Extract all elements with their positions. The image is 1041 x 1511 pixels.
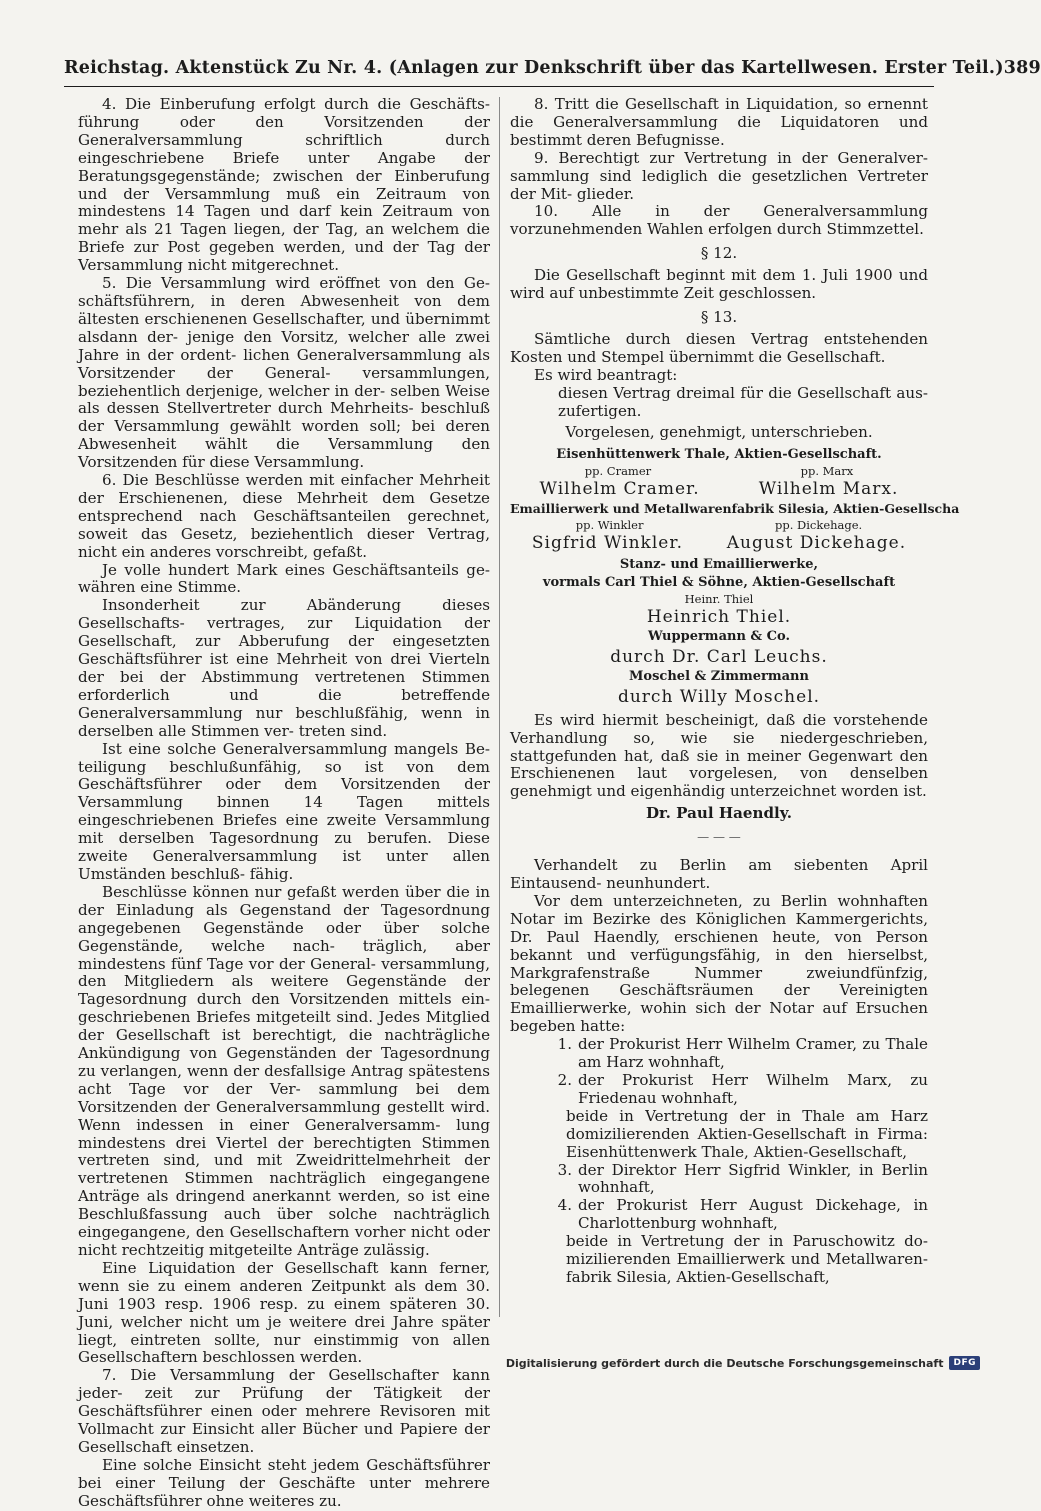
closing-formula: Vorgelesen, genehmigt, unterschrieben. [565, 423, 873, 442]
section-heading: § 13. [700, 307, 738, 326]
paragraph: 10. Alle in der Generalversammlung vorzunehmenden Wahlen erfolgen durch Stimmzettel. [510, 202, 928, 239]
page-number: 389 [1003, 58, 1041, 78]
signature-row [510, 532, 928, 554]
notary-signature: Dr. Paul Haendly. [645, 804, 793, 823]
paragraph: Sämtliche durch diesen Vertrag entstehenden Kosten und Stempel übernimmt die Gesellschaft. [510, 329, 928, 366]
paragraph: 7. Die Versammlung der Gesellschafter kann jeder- zeit zur Prüfung der Tätigkeit der Geschäftsführer einen oder mehrere Revisoren mit Vollmacht zur Einsicht aller Bücher und Papiere der Gesellschaft einsetzen. [78, 1366, 490, 1456]
signature: Heinrich Thiel. [646, 606, 792, 627]
firm-name: Stanz- und Emaillierwerke, [619, 557, 819, 573]
proxy-note: Heinr. Thiel [684, 591, 754, 606]
paragraph: 5. Die Versammlung wird eröffnet von den Ge- schäftsführern, in deren Abwesenheit von dem ältesten erschienenen Gesellschafter, und übernimmt alsdann der- jenige den Vorsitz, welcher alle zwei Jahre in der ordent- lichen Generalversammlung als Vorsitzender der General- versammlungen, beziehentlich derjenige, welcher in der- selben Weise als dessen Stellvertreter durch Mehrheits- beschluß der Versammlung gewählt worden soll; bei deren Abwesenheit wählt die Versammlung den Vorsitzenden für diese Versammlung. [78, 274, 490, 472]
proxy-note: pp. Marx [800, 464, 854, 479]
appearance-list [510, 1036, 928, 1108]
list-item [550, 1197, 928, 1233]
paragraph: beide in Vertretung der in Thale am Harz domizilierenden Aktien-Gesellschaft in Firma: Eisenhüttenwerk Thale, Aktien-Gesellschaft, [566, 1106, 928, 1161]
proxy-note: pp. Cramer [584, 464, 652, 479]
paragraph: Vor dem unterzeichneten, zu Berlin wohnhaften Notar im Bezirke des Königlichen Kammergerichts, Dr. Paul Haendly, erschienen heute, von Person bekannt und verfügungsfähig, in den hierselbst, Markgrafenstraße Nummer zweiundfünfzig, belegenen Geschäftsräumen der Vereinigten Emaillierwerke, wohin sich der Notar auf Ersuchen begeben hatte: [510, 891, 928, 1036]
dfg-logo-icon: DFG [949, 1356, 980, 1370]
firm-name: Emaillierwerk und Metallwarenfabrik Silesia, Aktien-Gesellscha [510, 501, 960, 517]
list-text: der Prokurist Herr Wilhelm Cramer, zu Thale am Harz wohnhaft, [578, 1035, 928, 1072]
signature: Wilhelm Cramer. [539, 479, 700, 500]
list-number: 3. [557, 1160, 572, 1179]
firm-name: Eisenhüttenwerk Thale, Aktien-Gesellschaft. [556, 447, 882, 463]
list-text: der Direktor Herr Sigfrid Winkler, in Berlin wohnhaft, [578, 1160, 928, 1197]
paragraph: Verhandelt zu Berlin am siebenten April Eintausend- neunhundert. [510, 856, 928, 892]
header-rule [64, 86, 934, 87]
paragraph: Eine solche Einsicht steht jedem Geschäftsführer bei einer Teilung der Geschäfte unter mehrere Geschäftsführer ohne weiteres zu. [78, 1455, 490, 1510]
list-text: der Prokurist Herr August Dickehage, in Charlottenburg wohnhaft, [578, 1196, 928, 1233]
header-title: Reichstag. Aktenstück Zu Nr. 4. (Anlagen zur Denkschrift über das Kartellwesen. Erster Teil.) [64, 58, 1004, 78]
signature: durch Willy Moschel. [617, 686, 821, 707]
list-number: 4. [557, 1196, 572, 1215]
signature-row [510, 518, 928, 532]
firm-name: Wuppermann & Co. [647, 628, 790, 644]
list-item [550, 1072, 928, 1108]
paragraph: Ist eine solche Generalversammlung mangels Be- teiligung beschlußunfähig, so ist von dem Geschäftsführer oder dem Vorsitzenden der Versammlung binnen 14 Tagen mittels eingeschriebenen Briefes eine zweite Versammlung mit derselben Tagesordnung zu berufen. Diese zweite Generalversammlung ist unter allen Umständen beschluß- fähig. [78, 739, 490, 883]
paragraph: diesen Vertrag dreimal für die Gesellschaft aus- zufertigen. [558, 383, 928, 420]
proxy-note: pp. Dickehage. [774, 518, 863, 533]
paragraph: Eine Liquidation der Gesellschaft kann ferner, wenn sie zu einem anderen Zeitpunkt als dem 30. Juni 1903 resp. 1906 resp. zu einem späteren 30. Juni, welcher nicht um je weitere drei Jahre später liegt, eintreten sollte, nur einstimmig von allen Gesellschaftern beschlossen werden. [78, 1258, 490, 1367]
list-number: 2. [557, 1070, 572, 1089]
page-header [64, 58, 1041, 88]
separator-ornament: — — — [697, 830, 741, 845]
column-divider [499, 97, 500, 1317]
section-heading: § 12. [700, 244, 738, 263]
paragraph: Es wird hiermit bescheinigt, daß die vorstehende Verhandlung so, wie sie niedergeschrieben, stattgefunden hat, daß sie in meiner Gegenwart den Erschienenen laut vorgelesen, von denselben genehmigt und eigenhändig unterzeichnet worden ist. [510, 710, 928, 801]
signature-row [510, 478, 928, 500]
list-item [550, 1162, 928, 1198]
paragraph: 4. Die Einberufung erfolgt durch die Geschäfts- führung oder den Vorsitzenden der Generalversammlung schriftlich durch eingeschriebene Briefe unter Angabe der Beratungsgegenstände; zwischen der Einberufung und der Versammlung muß ein Zeitraum von mindestens 14 Tagen und darf kein Zeitraum von mehr als 21 Tagen liegen, der Tag, an welchem die Briefe zur Post gegeben werden, und der Tag der Versammlung nicht mitgerechnet. [78, 95, 490, 275]
digitization-footer [505, 1352, 980, 1374]
left-column [78, 96, 490, 1511]
paragraph: 8. Tritt die Gesellschaft in Liquidation, so ernennt die Generalversammlung die Liquidatoren und bestimmt deren Befugnisse. [510, 95, 928, 149]
paragraph: Je volle hundert Mark eines Geschäftsanteils ge- währen eine Stimme. [78, 560, 490, 597]
paragraph: Insonderheit zur Abänderung dieses Gesellschafts- vertrages, zur Liquidation der Gesellschaft, zur Abberufung der eingesetzten Geschäftsführer ist eine Mehrheit von drei Vierteln der bei der Abstimmung vertretenen Stimmen erforderlich und die betreffende Generalversammlung nur beschlußfähig, wenn in derselben alle Stimmen ver- treten sind. [78, 596, 490, 740]
firm-name: vormals Carl Thiel & Söhne, Aktien-Gesellschaft [542, 575, 896, 591]
signature-row [510, 464, 928, 478]
firm-name: Moschel & Zimmermann [629, 668, 809, 684]
paragraph: Beschlüsse können nur gefaßt werden über die in der Einladung als Gegenstand der Tagesordnung angegebenen Gegenstände oder über solche Gegenstände, welche nach- träglich, aber mindestens fünf Tage vor der General- versammlung, den Mitgliedern als weitere Gegenstände der Tagesordnung durch den Vorsitzenden mittels ein- geschriebenen Briefes mitgeteilt sind. Jedes Mitglied der Gesellschaft ist berechtigt, die nachträgliche Ankündigung von Gegenständen der Tagesordnung zu verlangen, wenn der desfallsige Antrag spätestens acht Tage vor der Ver- sammlung bei dem Vorsitzenden der Generalversammlung gestellt wird. Wenn indessen in einer Generalversamm- lung mindestens drei Viertel der berechtigten Stimmen vertreten sind, und mit Zweidrittelmehrheit der vertretenen Stimmen nachträglich eingegangene Anträge als dringend anerkannt werden, so ist eine Beschlußfassung auch über solche nachträglich eingegangene, den Gesellschaftern vorher nicht oder nicht rechtzeitig mitgeteilte Anträge zulässig. [78, 882, 490, 1259]
list-number: 1. [557, 1035, 572, 1054]
footer-text: Digitalisierung gefördert durch die Deutsche Forschungsgemeinschaft [505, 1356, 944, 1370]
right-column [510, 95, 960, 1287]
appearance-list [510, 1162, 928, 1234]
list-text: der Prokurist Herr Wilhelm Marx, zu Friedenau wohnhaft, [578, 1070, 928, 1107]
paragraph: Es wird beantragt: [534, 365, 678, 384]
paragraph: beide in Vertretung der in Paruschowitz do- mizilierenden Emaillierwerk und Metallwaren- fabrik Silesia, Aktien-Gesellschaft, [566, 1232, 928, 1286]
paragraph: 9. Berechtigt zur Vertretung in der Generalver- sammlung sind lediglich die gesetzlichen Vertreter der Mit- glieder. [510, 148, 928, 203]
list-item [550, 1036, 928, 1072]
signature: durch Dr. Carl Leuchs. [610, 646, 828, 667]
proxy-note: pp. Winkler [575, 518, 644, 533]
paragraph: Die Gesellschaft beginnt mit dem 1. Juli 1900 und wird auf unbestimmte Zeit geschlossen. [510, 266, 928, 303]
signature: Sigfrid Winkler. [531, 533, 683, 554]
paragraph: 6. Die Beschlüsse werden mit einfacher Mehrheit der Erschienenen, diese Mehrheit dem Gesetze entsprechend nach Geschäftsanteilen gerechnet, soweit das Gesetz, beziehentlich dieser Vertrag, nicht ein anderes vorschreibt, gefaßt. [78, 471, 490, 561]
signature: August Dickehage. [726, 533, 907, 554]
signature: Wilhelm Marx. [758, 479, 899, 500]
